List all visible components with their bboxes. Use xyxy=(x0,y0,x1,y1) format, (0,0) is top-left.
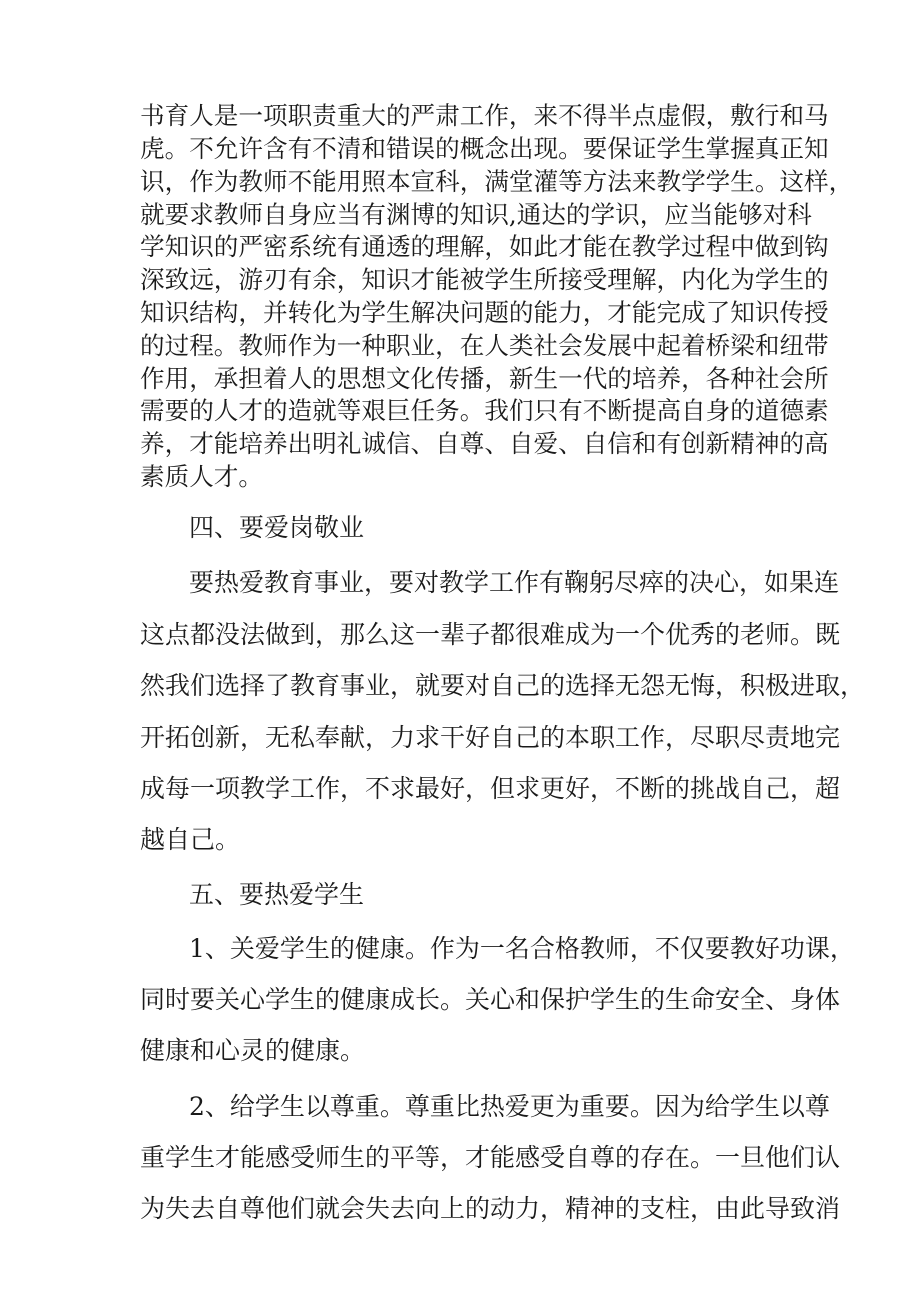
paragraph-line: 养，才能培养出明礼诚信、自尊、自爱、自信和有创新精神的高 xyxy=(140,429,829,458)
paragraph-line: 需要的人才的造就等艰巨任务。我们只有不断提高自身的道德素 xyxy=(140,396,829,425)
paragraph-line: 知识结构，并转化为学生解决问题的能力，才能完成了知识传授 xyxy=(140,298,829,327)
paragraph-line: 书育人是一项职责重大的严肃工作，来不得半点虚假，敷行和马 xyxy=(140,101,829,130)
paragraph-line: 要热爱教育事业，要对教学工作有鞠躬尽瘁的决心，如果连 xyxy=(189,568,840,597)
paragraph-line: 1、关爱学生的健康。作为一名合格教师，不仅要教好功课， xyxy=(189,934,855,963)
paragraph-line: 就要求教师自身应当有渊博的知识,通达的学识，应当能够对科 xyxy=(140,200,812,229)
section-heading: 五、要热爱学生 xyxy=(189,880,365,909)
paragraph-line: 素质人才。 xyxy=(140,462,263,491)
paragraph-line: 深致远，游刃有余，知识才能被学生所接受理解，内化为学生的 xyxy=(140,265,829,294)
section-heading: 四、要爱岗敬业 xyxy=(189,513,365,542)
paragraph-line: 健康和心灵的健康。 xyxy=(140,1036,366,1065)
paragraph-line: 同时要关心学生的健康成长。关心和保护学生的生命安全、身体 xyxy=(140,985,841,1014)
paragraph-line: 开拓创新，无私奉献，力求干好自己的本职工作，尽职尽责地完 xyxy=(140,723,841,752)
paragraph-line: 虎。不允许含有不清和错误的概念出现。要保证学生掌握真正知 xyxy=(140,134,829,163)
paragraph-line: 作用，承担着人的思想文化传播，新生一代的培养，各种社会所 xyxy=(140,364,829,393)
paragraph-line: 识，作为教师不能用照本宣科，满堂灌等方法来教学学生。这样， xyxy=(140,167,854,196)
paragraph-line: 为失去自尊他们就会失去向上的动力，精神的支柱，由此导致消 xyxy=(140,1194,841,1223)
paragraph-line: 越自己。 xyxy=(140,825,241,854)
paragraph-line: 学知识的严密系统有通透的理解，如此才能在教学过程中做到钩 xyxy=(140,232,829,261)
paragraph-line: 2、给学生以尊重。尊重比热爱更为重要。因为给学生以尊 xyxy=(189,1092,830,1121)
paragraph-line: 这点都没法做到，那么这一辈子都很难成为一个优秀的老师。既 xyxy=(140,620,841,649)
paragraph-line: 然我们选择了教育事业，就要对自己的选择无怨无悔，积极进取， xyxy=(140,671,866,700)
paragraph-line: 的过程。教师作为一种职业，在人类社会发展中起着桥梁和纽带 xyxy=(140,331,829,360)
paragraph-line: 成每一项教学工作，不求最好，但求更好，不断的挑战自己，超 xyxy=(140,774,841,803)
paragraph-line: 重学生才能感受师生的平等，才能感受自尊的存在。一旦他们认 xyxy=(140,1143,841,1172)
